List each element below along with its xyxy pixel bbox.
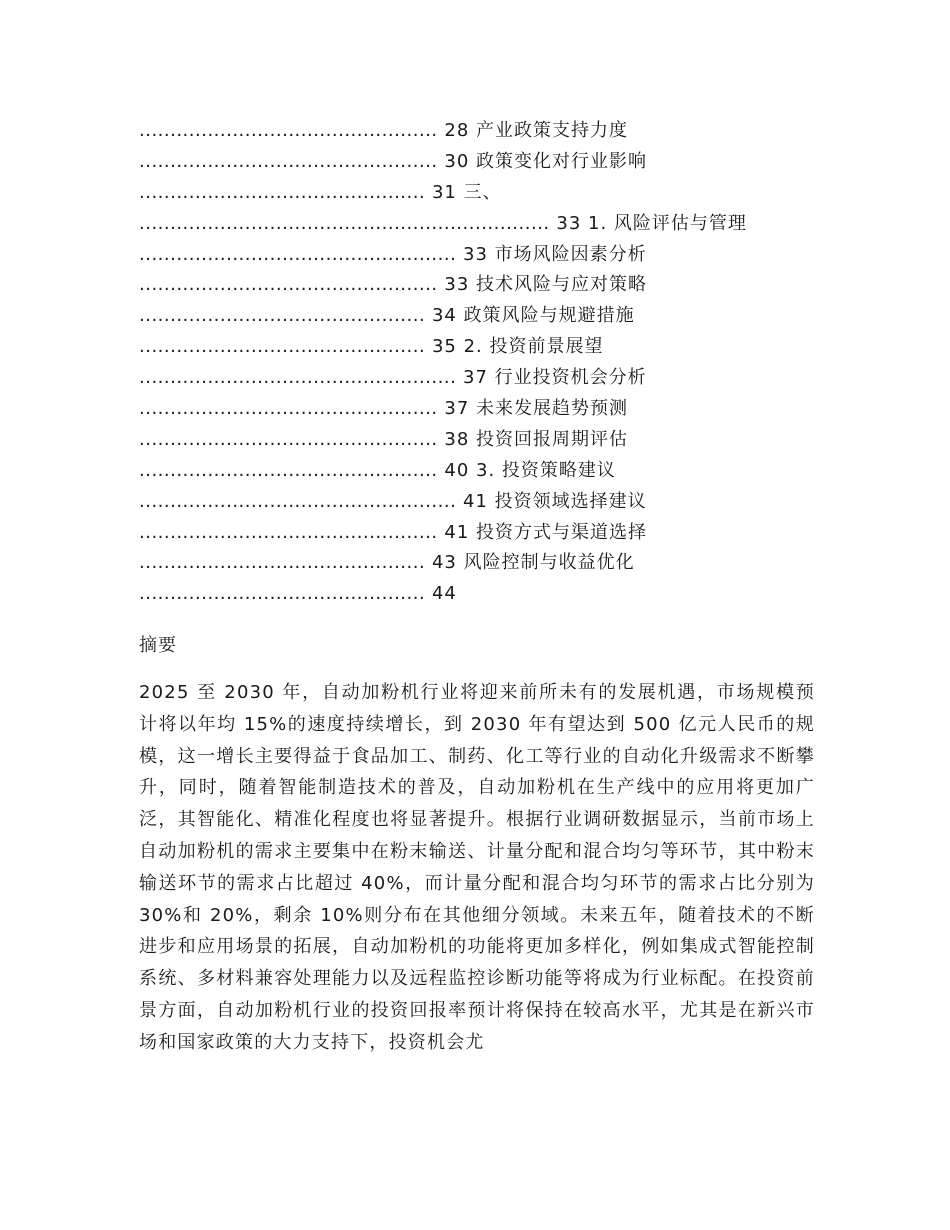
toc-entry [139,487,839,518]
toc-entry [139,363,839,394]
toc-entry-text: 34 政策风险与规避措施 [431,305,635,327]
toc-entry-text: 37 未来发展趋势预测 [444,398,629,420]
toc-entry-text: 28 产业政策支持力度 [444,120,629,141]
toc-entry-text: 37 行业投资机会分析 [463,367,647,389]
toc-entry [139,178,839,209]
toc-entry [139,518,839,549]
toc-leader-dots: ................................................... [139,490,457,512]
toc-entry [139,270,839,301]
toc-leader-dots: ................................................ [139,521,438,543]
toc-entry [139,116,839,147]
toc-leader-dots: .............................................. [139,305,426,327]
summary-paragraph: 2025 至 2030 年，自动加粉机行业将迎来前所未有的发展机遇，市场规模预计将以年均 15%的速度持续增长，到 2030 年有望达到 500 亿元人民币的规模，这一增长主要得益于食品加工、制药、化工等行业的自动化升级需求不断攀升，同时，随着智能制造技术的普及，自动加粉机在生产线中的应用将更加广泛，其智能化、精准化程度也将显著提升。根据行业调研数据显示，当前市场上自动加粉机的需求主要集中在粉末输送、计量分配和混合均匀等环节，其中粉末输送环节的需求占比超过 40%，而计量分配和混合均匀环节的需求占比分别为 30%和 20%，剩余 10%则分布在其他细分领域。未来五年，随着技术的不断进步和应用场景的拓展，自动加粉机的功能将更加多样化，例如集成式智能控制系统、多材料兼容处理能力以及远程监控诊断功能等将成为行业标配。在投资前景方面，自动加粉机行业的投资回报率预计将保持在较高水平，尤其是在新兴市场和国家政策的大力支持下，投资机会尤 [139,682,815,1053]
toc-leader-dots: ................................................ [139,120,438,141]
toc-entry [139,240,839,271]
toc-entry [139,548,839,579]
toc-leader-dots: ................................................ [139,150,438,172]
toc-entry [139,425,839,456]
toc-leader-dots: .............................................. [139,552,426,574]
toc-leader-dots: ................................................... [139,367,457,389]
toc-entry-text: 41 投资方式与渠道选择 [444,521,648,543]
toc-entry-text: 44 [431,583,457,605]
toc-entry-text: 38 投资回报周期评估 [444,428,629,450]
table-of-contents [139,116,839,610]
toc-entry-text: 41 投资领域选择建议 [463,490,647,512]
toc-entry-text: 40 3. 投资策略建议 [444,459,616,481]
toc-entry [139,579,839,610]
summary-heading: 摘要 [139,635,177,656]
toc-leader-dots: .............................................. [139,583,426,605]
toc-entry-text: 43 风险控制与收益优化 [431,552,635,574]
toc-entry [139,456,839,487]
toc-entry [139,209,839,240]
toc-leader-dots: ................................................ [139,398,438,420]
toc-entry-text: 33 技术风险与应对策略 [444,274,648,296]
toc-leader-dots: .............................................. [139,336,426,358]
toc-leader-dots: ................................................ [139,459,438,481]
toc-entry [139,332,839,363]
toc-entry [139,147,839,178]
toc-entry-text: 33 1. 风险评估与管理 [556,212,747,234]
toc-entry-text: 33 市场风险因素分析 [463,243,647,265]
toc-leader-dots: ................................................ [139,274,438,296]
toc-leader-dots: ................................................... [139,243,457,265]
toc-entry [139,301,839,332]
toc-leader-dots: .............................................. [139,181,426,203]
toc-entry-text: 31 三、 [431,181,502,203]
toc-entry-text: 30 政策变化对行业影响 [444,150,648,172]
toc-leader-dots: ................................................ [139,428,438,450]
toc-entry-text: 35 2. 投资前景展望 [431,336,604,358]
toc-entry [139,394,839,425]
toc-leader-dots: .................................................................. [139,212,550,234]
